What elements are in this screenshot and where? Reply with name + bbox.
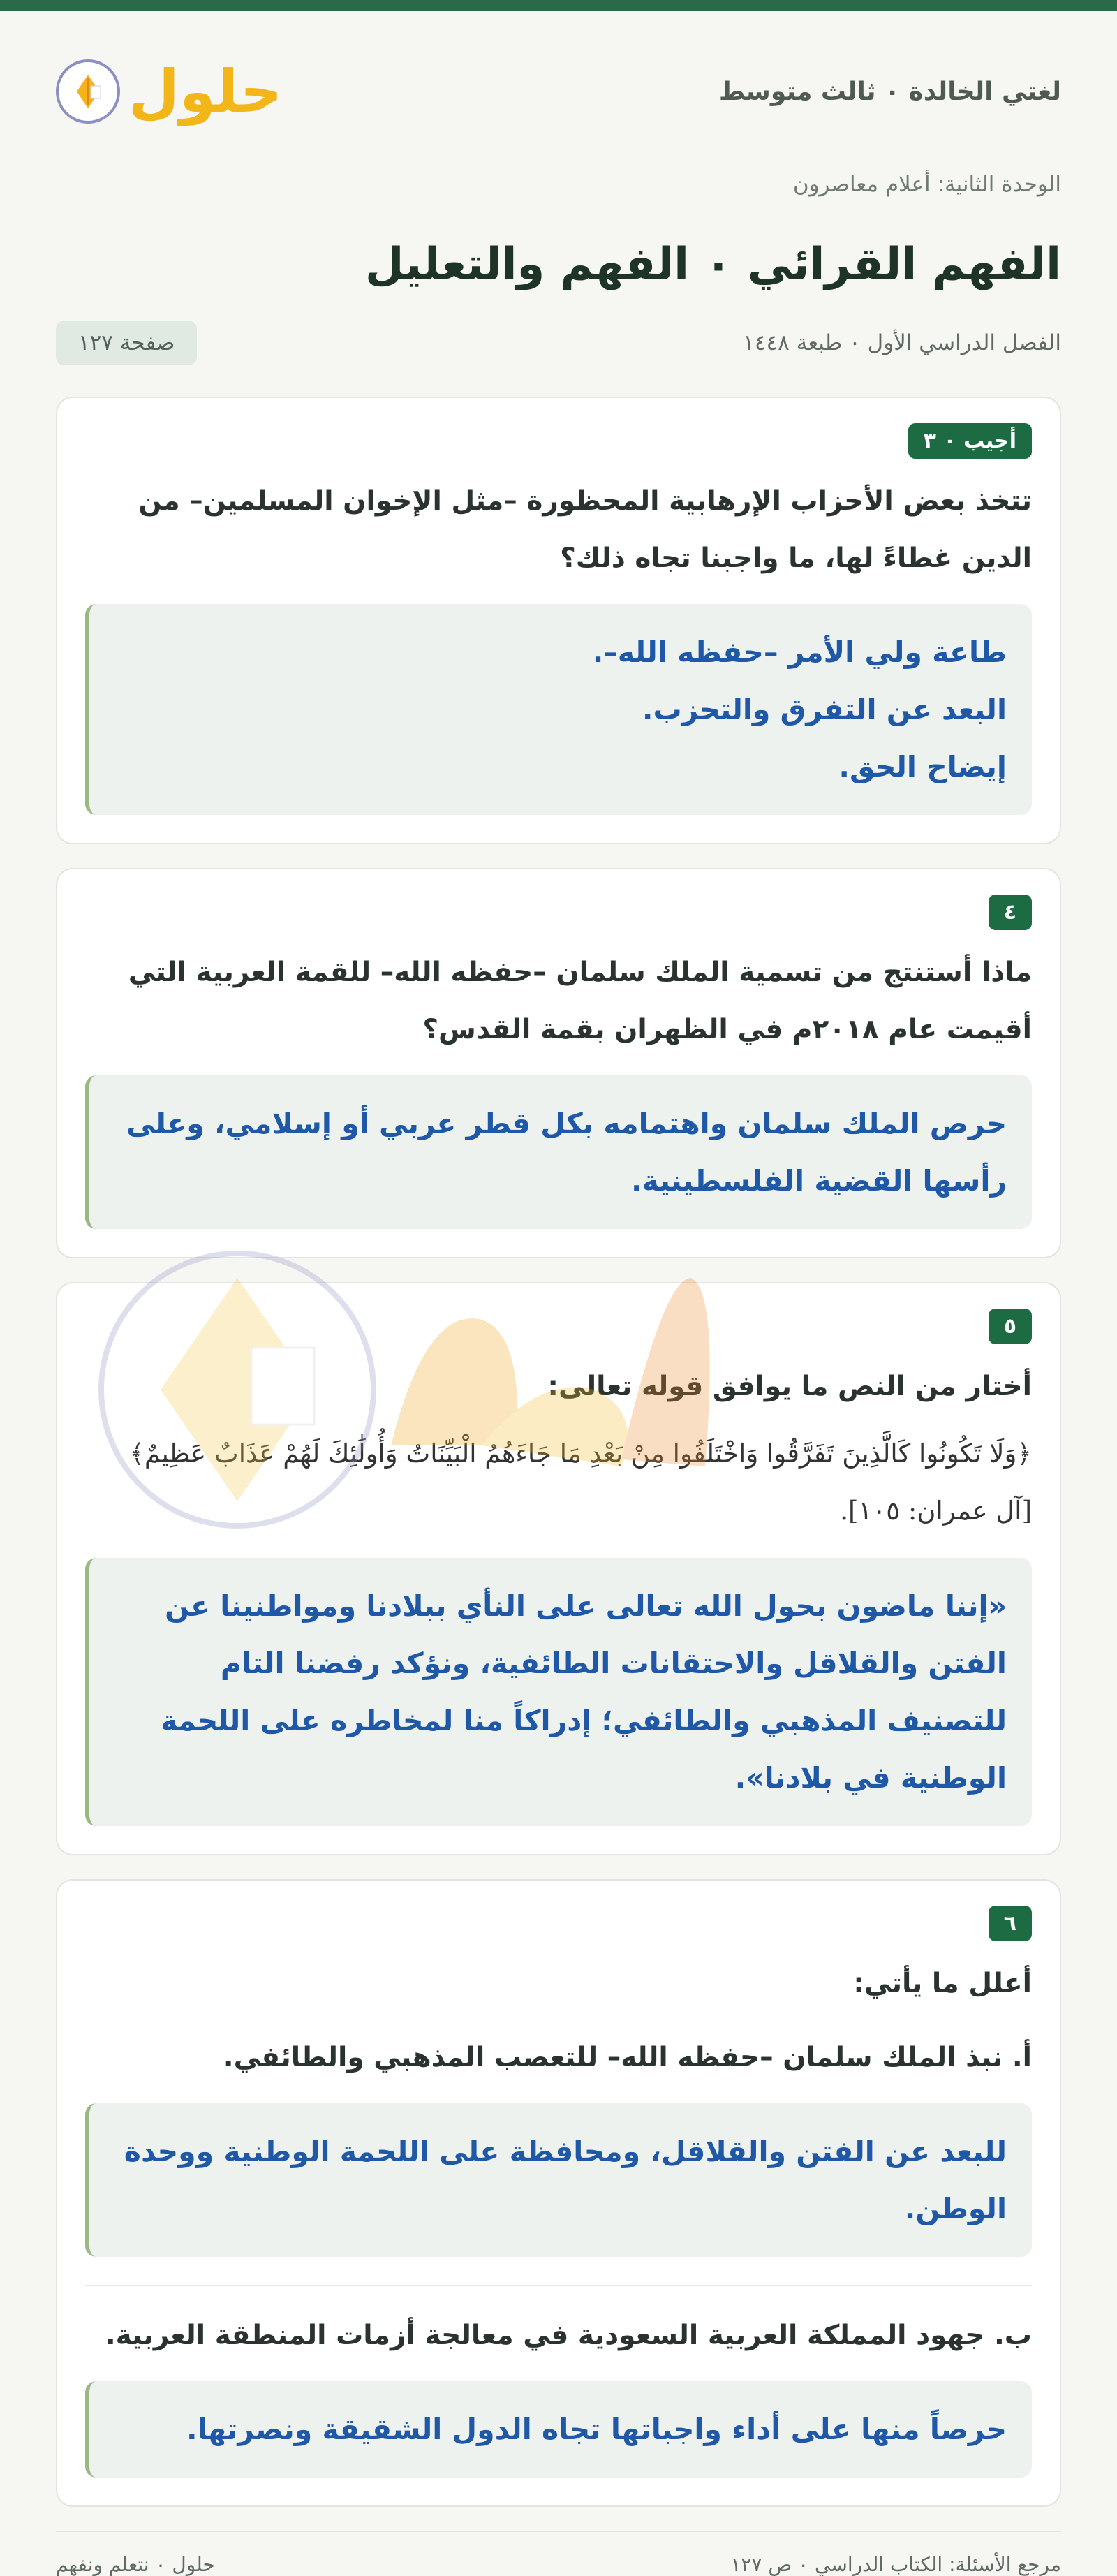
question-card-6 (56, 1879, 1061, 2507)
answer-box-b: حرصاً منها على أداء واجباتها تجاه الدول الشقيقة ونصرتها. (85, 2381, 1032, 2478)
top-accent-bar (0, 0, 1117, 11)
site-logo[interactable] (56, 59, 282, 124)
page-content (0, 11, 1117, 2576)
answer-box: حرص الملك سلمان واهتمامه بكل قطر عربي أو إسلامي، وعلى رأسها القضية الفلسطينية. (85, 1075, 1032, 1229)
page-header (56, 11, 1061, 172)
question-text: أختار من النص ما يوافق قوله تعالى: (547, 1371, 1032, 1402)
question-text: تتخذ بعض الأحزاب الإرهابية المحظورة –مثل الإخوان المسلمين– من الدين غطاءً لها، ما واجبنا تجاه ذلك؟ (138, 485, 1032, 574)
question-number: أجيب ٠ ٣ (908, 423, 1032, 459)
question-number: ٦ (989, 1906, 1032, 1941)
page-number-badge: صفحة ١٢٧ (56, 321, 197, 365)
answer-line: إيضاح الحق. (838, 750, 1007, 783)
page-footer (56, 2531, 1061, 2576)
term-label: الفصل الدراسي الأول ٠ طبعة ١٤٤٨ (743, 330, 1061, 355)
sub-question-a: أ. نبذ الملك سلمان –حفظه الله– للتعصب المذهبي والطائفي. (223, 2042, 1032, 2073)
answer-box-a: للبعد عن الفتن والقلاقل، ومحافظة على اللحمة الوطنية ووحدة الوطن. (85, 2103, 1032, 2257)
unit-label: الوحدة الثانية: أعلام معاصرون (792, 172, 1061, 197)
book-logo-icon (56, 59, 120, 124)
sub-question-b: ب. جهود المملكة العربية السعودية في معالجة أزمات المنطقة العربية. (105, 2320, 1032, 2351)
answer-box: «إننا ماضون بحول الله تعالى على النأي ببلادنا ومواطنينا عن الفتن والقلاقل والاحتقانات الطائفية، ونؤكد رفضنا التام للتصنيف المذهبي والطائفي؛ إدراكاً منا لمخاطره على اللحمة الوطنية في بلادنا». (85, 1558, 1032, 1826)
footer-brand: حلول ٠ نتعلم ونفهم (56, 2553, 215, 2576)
question-number: ٤ (989, 895, 1032, 930)
divider (85, 2285, 1032, 2286)
question-card-4 (56, 868, 1061, 1258)
question-card-3 (56, 397, 1061, 844)
footer-reference: مرجع الأسئلة: الكتاب الدراسي ٠ ص ١٢٧ (730, 2553, 1061, 2576)
answer-line: البعد عن التفرق والتحزب. (642, 693, 1007, 726)
answer-line: طاعة ولي الأمر –حفظه الله–. (592, 635, 1007, 669)
quran-verse: ﴿وَلَا تَكُونُوا كَالَّذِينَ تَفَرَّقُوا وَاخْتَلَفُوا مِنْ بَعْدِ مَا جَاءَهُمُ الْبَيِّنَاتُ وَأُولَٰئِكَ لَهُمْ عَذَابٌ عَظِيمٌ﴾ [آل عمران: ١٠٥]. (129, 1438, 1032, 1526)
question-number: ٥ (989, 1309, 1032, 1344)
question-text: أعلل ما يأتي: (853, 1968, 1032, 1999)
meta-row (56, 317, 1061, 369)
answer-box (85, 604, 1032, 815)
series-title: لغتي الخالدة ٠ ثالث متوسط (718, 77, 1061, 106)
question-card-5 (56, 1282, 1061, 1855)
question-text: ماذا أستنتج من تسمية الملك سلمان –حفظه الله– للقمة العربية التي أقيمت عام ٢٠١٨م في الظهران بقمة القدس؟ (128, 957, 1032, 1045)
logo-wordmark: حلول (128, 57, 283, 126)
page-title: الفهم القرائي ٠ الفهم والتعليل (364, 239, 1061, 290)
